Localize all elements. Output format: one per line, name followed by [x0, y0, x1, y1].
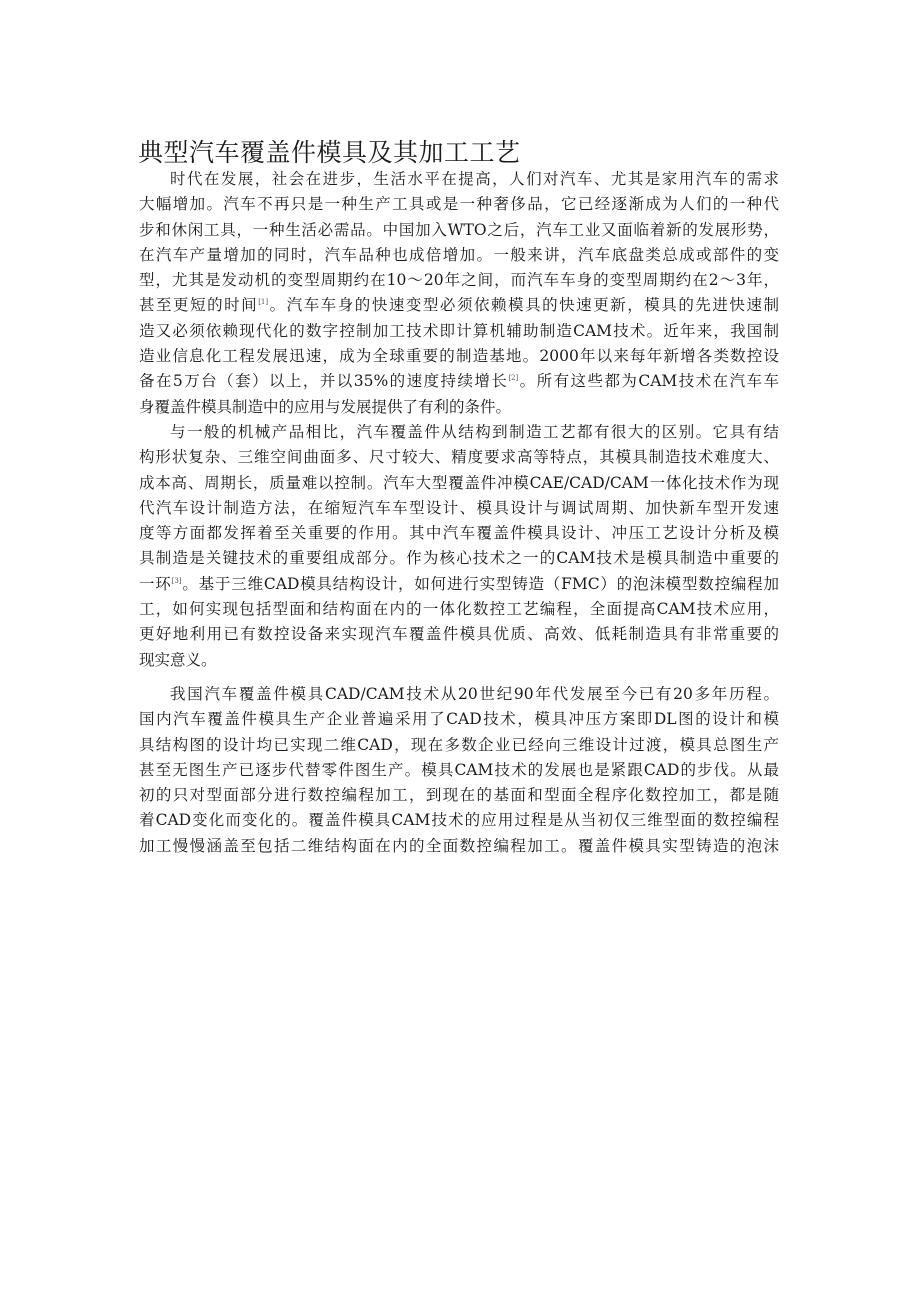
document-title: 典型汽车覆盖件模具及其加工工艺: [138, 137, 521, 167]
paragraph-2: [139, 420, 779, 673]
text-line: 造业信息化工程发展迅速，成为全球重要的制造基地。2000年以来每年新增各类数控设: [139, 347, 779, 366]
text-line: 具结构图的设计均已实现二维CAD，现在多数企业已经向三维设计过渡，模具总图生产: [139, 735, 779, 754]
text-line: [139, 293, 779, 318]
text-segment: 。基于三维CAD模具结构设计，如何进行实型铸造（FMC）的泡沫模型数控编程加: [181, 574, 779, 593]
text-line: 步和休闲工具，一种生活必需品。中国加入WTO之后，汽车工业又面临着新的发展形势，: [139, 220, 779, 239]
text-line: 更好地利用已有数控设备来实现汽车覆盖件模具优质、高效、低耗制造具有非常重要的: [139, 625, 779, 644]
text-line: 成本高、周期长，质量难以控制。汽车大型覆盖件冲模CAE/CAD/CAM一体化技术作为现: [139, 473, 779, 492]
text-line: 与一般的机械产品相比，汽车覆盖件从结构到制造工艺都有很大的区别。它具有结: [170, 422, 779, 441]
text-line: 现实意义。: [139, 650, 217, 669]
paragraph-1: [139, 167, 779, 420]
text-line: [139, 572, 779, 597]
citation-ref-3: [3]: [171, 576, 182, 585]
text-line: 造又必须依赖现代化的数字控制加工技术即计算机辅助制造CAM技术。近年来，我国制: [139, 321, 779, 340]
document-body: [139, 167, 779, 859]
text-line: 构形状复杂、三维空间曲面多、尺寸较大、精度要求高等特点，其模具制造技术难度大、: [139, 448, 779, 467]
text-segment: 。所有这些都为CAM技术在汽车车: [518, 372, 779, 391]
text-segment: 一环: [139, 574, 172, 593]
text-line: 我国汽车覆盖件模具CAD/CAM技术从20世纪90年代发展至今已有20多年历程。: [170, 684, 779, 703]
text-line: 身覆盖件模具制造中的应用与发展提供了有利的条件。: [139, 397, 512, 416]
text-line: 大幅增加。汽车不再只是一种生产工具或是一种奢侈品，它已经逐渐成为人们的一种代: [139, 195, 779, 214]
text-segment: 甚至更短的时间: [139, 296, 259, 315]
text-line: 时代在发展，社会在进步，生活水平在提高，人们对汽车、尤其是家用汽车的需求: [170, 170, 779, 188]
text-line: 型，尤其是发动机的变型周期约在10～20年之间，而汽车车身的变型周期约在2～3年，: [139, 271, 779, 290]
paragraph-3: [139, 682, 779, 859]
citation-ref-1: [1]: [258, 298, 269, 307]
text-line: 代汽车设计制造方法，在缩短汽车车型设计、模具设计与调试周期、加快新车型开发速: [139, 498, 779, 517]
text-line: 工，如何实现包括型面和结构面在内的一体化数控工艺编程，全面提高CAM技术应用，: [139, 600, 779, 619]
citation-ref-2: [2]: [508, 374, 519, 383]
text-line: [139, 369, 779, 394]
text-line: 度等方面都发挥着至关重要的作用。其中汽车覆盖件模具设计、冲压工艺设计分析及模: [139, 524, 779, 543]
text-line: 具制造是关键技术的重要组成部分。作为核心技术之一的CAM技术是模具制造中重要的: [139, 549, 779, 568]
text-line: 着CAD变化而变化的。覆盖件模具CAM技术的应用过程是从当初仅三维型面的数控编程: [139, 811, 779, 830]
text-line: 在汽车产量增加的同时，汽车品种也成倍增加。一般来讲，汽车底盘类总成或部件的变: [139, 245, 779, 264]
text-line: 初的只对型面部分进行数控编程加工，到现在的基面和型面全程序化数控加工，都是随: [139, 786, 779, 805]
text-line: 加工慢慢涵盖至包括二维结构面在内的全面数控编程加工。覆盖件模具实型铸造的泡沫: [139, 836, 779, 855]
text-line: 国内汽车覆盖件模具生产企业普遍采用了CAD技术，模具冲压方案即DL图的设计和模: [139, 710, 779, 729]
text-segment: 。汽车车身的快速变型必须依赖模具的快速更新，模具的先进快速制: [268, 296, 779, 315]
text-segment: 备在5万台（套）以上，并以35%的速度持续增长: [139, 372, 509, 391]
text-line: 甚至无图生产已逐步代替零件图生产。模具CAM技术的发展也是紧跟CAD的步伐。从最: [139, 760, 779, 779]
